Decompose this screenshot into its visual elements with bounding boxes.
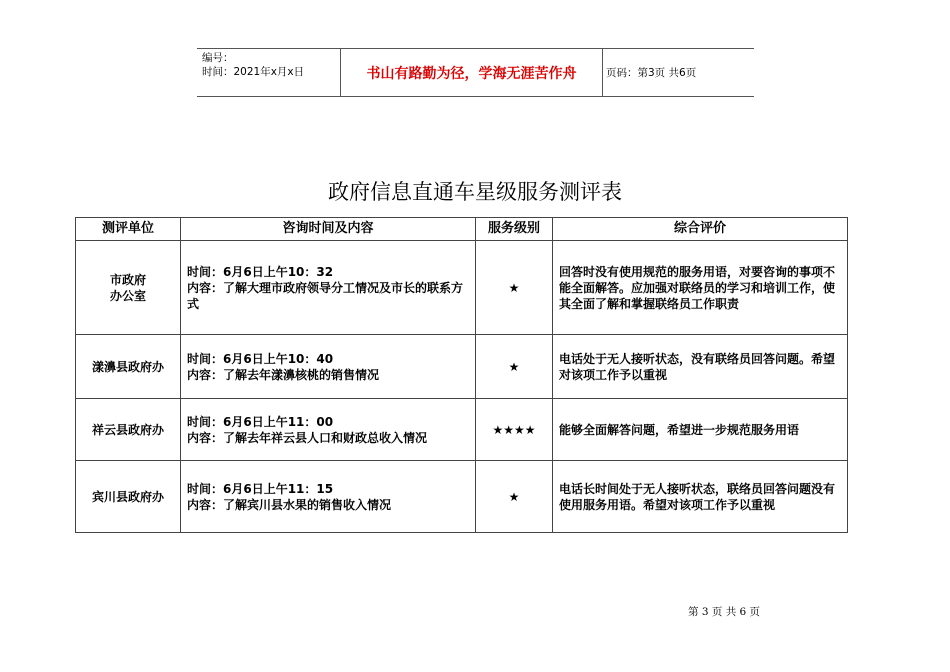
consult-content: 内容：了解宾川县水果的销售收入情况 xyxy=(187,497,392,512)
column-header: 服务级别 xyxy=(476,218,553,241)
page-title: 政府信息直通车星级服务测评表 xyxy=(328,180,622,204)
evaluation-cell: 电话长时间处于无人接听状态，联络员回答问题没有使用服务用语。希望对该项工作予以重视 xyxy=(553,461,848,533)
evaluation-cell: 回答时没有使用规范的服务用语，对要咨询的事项不能全面解答。应加强对联络员的学习和培训工作，使其全面了解和掌握联络员工作职责 xyxy=(553,241,848,335)
column-header: 测评单位 xyxy=(76,218,181,241)
consult-time: 时间：6月6日上午10：32 xyxy=(187,264,334,279)
header-meta xyxy=(202,51,304,79)
star-rating: ★ xyxy=(476,335,553,399)
consult-time: 时间：6月6日上午11：15 xyxy=(187,481,334,496)
consult-content: 内容：了解大理市政府领导分工情况及市长的联系方式 xyxy=(187,280,464,311)
consult-cell xyxy=(181,461,476,533)
star-rating: ★ xyxy=(476,241,553,335)
unit-name: 漾濞县政府办 xyxy=(91,359,164,374)
code-label: 编号： xyxy=(202,52,234,64)
consult-time: 时间：6月6日上午10：40 xyxy=(187,351,334,366)
unit-cell xyxy=(76,399,181,461)
unit-cell xyxy=(76,335,181,399)
consult-cell xyxy=(181,241,476,335)
table-row xyxy=(76,335,848,399)
unit-name: 宾川县政府办 xyxy=(91,489,164,504)
table-header-row xyxy=(76,218,848,241)
page-footer: 第 3 页 共 6 页 xyxy=(688,606,761,618)
motto: 书山有路勤为径，学海无涯苦作舟 xyxy=(340,49,603,96)
consult-content: 内容：了解去年祥云县人口和财政总收入情况 xyxy=(187,430,428,445)
unit-cell xyxy=(76,241,181,335)
star-rating: ★ xyxy=(476,461,553,533)
consult-content: 内容：了解去年漾濞核桃的销售情况 xyxy=(187,367,380,382)
table-row xyxy=(76,241,848,335)
consult-time: 时间：6月6日上午11：00 xyxy=(187,414,334,429)
table-row xyxy=(76,461,848,533)
unit-name: 祥云县政府办 xyxy=(91,422,164,437)
column-header: 咨询时间及内容 xyxy=(181,218,476,241)
evaluation-cell: 能够全面解答问题，希望进一步规范服务用语 xyxy=(553,399,848,461)
star-rating: ★★★★ xyxy=(476,399,553,461)
time-label: 时间：2021年x月x日 xyxy=(202,66,305,78)
unit-name: 办公室 xyxy=(109,288,146,303)
table-row xyxy=(76,399,848,461)
evaluation-cell: 电话处于无人接听状态，没有联络员回答问题。希望对该项工作予以重视 xyxy=(553,335,848,399)
page-code: 页码：第3页 共6页 xyxy=(606,67,697,79)
unit-cell xyxy=(76,461,181,533)
unit-name: 市政府 xyxy=(109,272,146,287)
consult-cell xyxy=(181,335,476,399)
consult-cell xyxy=(181,399,476,461)
column-header: 综合评价 xyxy=(553,218,848,241)
document-header xyxy=(197,48,754,97)
evaluation-table xyxy=(75,217,848,533)
